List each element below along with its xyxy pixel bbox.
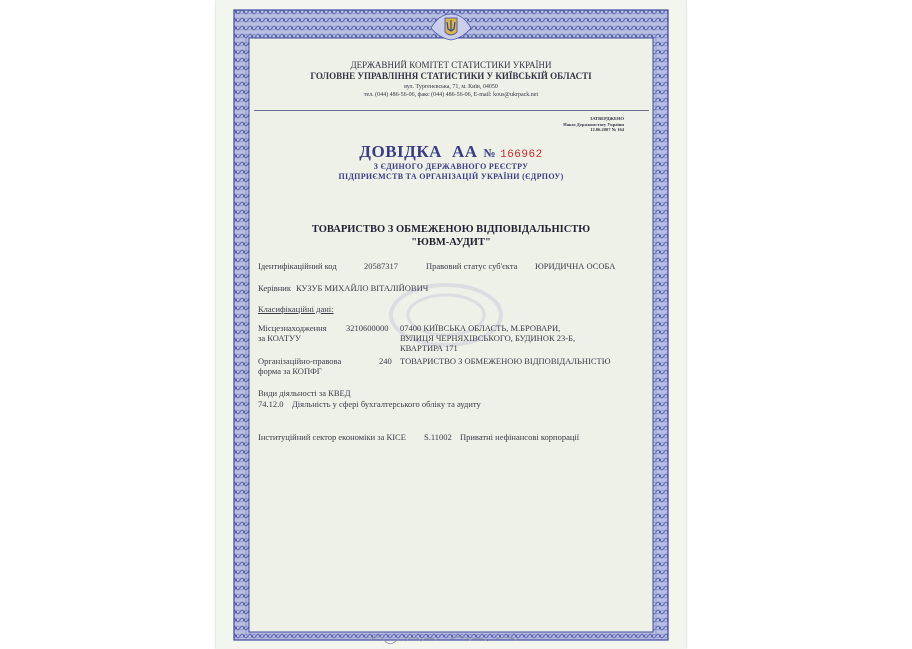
certificate-number: 166962 bbox=[500, 149, 543, 161]
approval-line-3: 12.06.2007 № 164 bbox=[590, 127, 624, 132]
approval-line-1: ЗАТВЕРДЖЕНО bbox=[589, 116, 624, 121]
organization-name: "ЮВМ-АУДИТ" bbox=[411, 237, 491, 248]
sector-label: Інституційний сектор економіки за КІСЕ bbox=[258, 432, 406, 442]
legal-form-label-2: форма за КОПФГ bbox=[258, 366, 322, 376]
signature bbox=[366, 630, 536, 646]
certificate-subtitle-2: ПІДПРИЄМСТВ ТА ОРГАНІЗАЦІЙ УКРАЇНИ (ЄДРПОУ) bbox=[338, 172, 564, 181]
approval-stamp bbox=[516, 116, 624, 133]
activity-label: Види діяльності за КВЕД bbox=[258, 388, 351, 398]
organization-type: ТОВАРИСТВО З ОБМЕЖЕНОЮ ВІДПОВІДАЛЬНІСТЮ bbox=[311, 224, 591, 235]
location-label-2: за КОАТУУ bbox=[258, 333, 302, 343]
activity-value: Діяльність у сфері бухгалтерського обліку та аудиту bbox=[292, 399, 481, 409]
department-address: вул. Тургенєвська, 71, м. Київ, 04050 bbox=[404, 84, 498, 90]
head-value: КУЗУБ МИХАЙЛО ВІТАЛІЙОВИЧ bbox=[296, 283, 429, 293]
committee-name: ДЕРЖАВНИЙ КОМІТЕТ СТАТИСТИКИ УКРАЇНИ bbox=[350, 60, 552, 70]
classification-label: Класифікаційні дані: bbox=[258, 304, 334, 314]
coat-of-arms-icon bbox=[429, 10, 473, 46]
legal-form-label-1: Організаційно-правова bbox=[258, 356, 342, 366]
address-line-2: ВУЛИЦЯ ЧЕРНЯХІВСЬКОГО, БУДИНОК 23-Б, bbox=[400, 333, 576, 343]
approval-line-2: Наказ Держкомстату України bbox=[563, 121, 624, 127]
address-line-3: КВАРТИРА 171 bbox=[400, 343, 458, 353]
department-name: ГОЛОВНЕ УПРАВЛІННЯ СТАТИСТИКИ У КИЇВСЬКІЙ ОБЛАСТІ bbox=[310, 71, 592, 81]
location-label-1: Місцезнаходження bbox=[258, 323, 327, 333]
location-code: 3210600000 bbox=[346, 323, 389, 333]
activity-code: 74.12.0 bbox=[258, 399, 284, 409]
header-divider bbox=[254, 110, 649, 111]
sector-value: Приватні нефінансові корпорації bbox=[460, 432, 580, 442]
certificate-heading bbox=[216, 142, 686, 162]
certificate-sheet bbox=[216, 0, 686, 649]
sector-code: S.11002 bbox=[424, 432, 452, 442]
certificate-subtitle-1: З ЄДИНОГО ДЕРЖАВНОГО РЕЄСТРУ bbox=[373, 162, 529, 171]
head-label: Керівник bbox=[258, 283, 291, 293]
legal-form-code: 240 bbox=[379, 356, 392, 366]
certificate-title: ДОВІДКА bbox=[359, 142, 442, 161]
number-sign: № bbox=[483, 146, 497, 160]
legal-status-value: ЮРИДИЧНА ОСОБА bbox=[535, 261, 616, 271]
id-code-value: 20587317 bbox=[364, 261, 398, 271]
address-line-1: 07400 КИЇВСЬКА ОБЛАСТЬ, М.БРОВАРИ, bbox=[400, 323, 561, 333]
id-code-label: Ідентифікаційний код bbox=[258, 261, 337, 271]
legal-form-value: ТОВАРИСТВО З ОБМЕЖЕНОЮ ВІДПОВІДАЛЬНІСТЮ bbox=[400, 356, 611, 366]
department-contacts: тел. (044) 486-56-06, факс (044) 486-56-06, E-mail: kous@ukrpack.net bbox=[363, 92, 539, 98]
legal-status-label: Правовий статус суб'єкта bbox=[426, 261, 518, 271]
certificate-series: АА bbox=[451, 142, 478, 161]
